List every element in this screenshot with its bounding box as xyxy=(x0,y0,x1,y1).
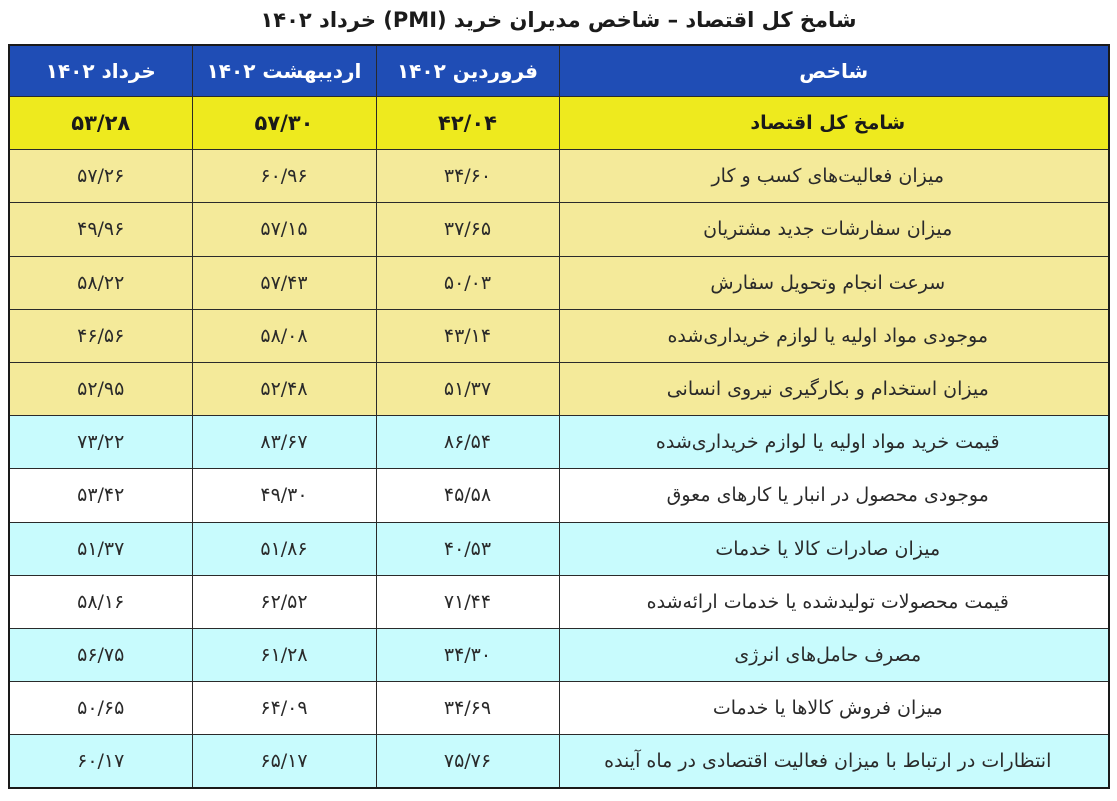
indicator-name: مصرف حامل‌های انرژی xyxy=(559,628,1109,681)
value-khordad: ۵۶/۷۵ xyxy=(9,628,192,681)
value-khordad: ۵۳/۴۲ xyxy=(9,469,192,522)
value-ordibehesht: ۶۰/۹۶ xyxy=(192,150,376,203)
value-farvardin: ۴۳/۱۴ xyxy=(376,309,559,362)
indicator-name: موجودی محصول در انبار یا کارهای معوق xyxy=(559,469,1109,522)
indicator-name: قیمت محصولات تولیدشده یا خدمات ارائه‌شده xyxy=(559,575,1109,628)
indicator-name: میزان صادرات کالا یا خدمات xyxy=(559,522,1109,575)
value-farvardin: ۷۱/۴۴ xyxy=(376,575,559,628)
indicator-name: قیمت خرید مواد اولیه یا لوازم خریداری‌شده xyxy=(559,416,1109,469)
value-khordad: ۴۶/۵۶ xyxy=(9,309,192,362)
indicator-name: میزان استخدام و بکارگیری نیروی انسانی xyxy=(559,362,1109,415)
value-farvardin: ۳۴/۶۹ xyxy=(376,682,559,735)
value-farvardin: ۳۴/۶۰ xyxy=(376,150,559,203)
value-farvardin: ۵۰/۰۳ xyxy=(376,256,559,309)
indicator-name: میزان فروش کالاها یا خدمات xyxy=(559,682,1109,735)
indicator-name: میزان فعالیت‌های کسب و کار xyxy=(559,150,1109,203)
value-khordad: ۵۸/۲۲ xyxy=(9,256,192,309)
table-row xyxy=(9,416,1109,469)
table-row xyxy=(9,362,1109,415)
value-ordibehesht: ۵۸/۰۸ xyxy=(192,309,376,362)
table-row xyxy=(9,575,1109,628)
table-header-row xyxy=(9,45,1109,97)
value-ordibehesht: ۶۵/۱۷ xyxy=(192,735,376,788)
column-header-ordibehesht: اردیبهشت ۱۴۰۲ xyxy=(192,45,376,97)
value-farvardin: ۳۷/۶۵ xyxy=(376,203,559,256)
table-row xyxy=(9,203,1109,256)
value-khordad: ۵۱/۳۷ xyxy=(9,522,192,575)
indicator-name: سرعت انجام وتحویل سفارش xyxy=(559,256,1109,309)
page-title: شامخ کل اقتصاد – شاخص مدیران خرید (PMI) خرداد ۱۴۰۲ xyxy=(260,8,857,32)
value-ordibehesht: ۵۷/۴۳ xyxy=(192,256,376,309)
table-row xyxy=(9,150,1109,203)
value-farvardin: ۴۵/۵۸ xyxy=(376,469,559,522)
value-ordibehesht: ۵۷/۳۰ xyxy=(192,97,376,150)
indicator-name: میزان سفارشات جدید مشتریان xyxy=(559,203,1109,256)
value-farvardin: ۴۲/۰۴ xyxy=(376,97,559,150)
value-farvardin: ۵۱/۳۷ xyxy=(376,362,559,415)
column-header-index: شاخص xyxy=(559,45,1109,97)
table-row xyxy=(9,469,1109,522)
value-ordibehesht: ۶۲/۵۲ xyxy=(192,575,376,628)
table-row xyxy=(9,682,1109,735)
table-row xyxy=(9,522,1109,575)
value-khordad: ۶۰/۱۷ xyxy=(9,735,192,788)
value-ordibehesht: ۶۴/۰۹ xyxy=(192,682,376,735)
value-ordibehesht: ۵۷/۱۵ xyxy=(192,203,376,256)
indicator-name: شامخ کل اقتصاد xyxy=(559,97,1109,150)
value-khordad: ۵۲/۹۵ xyxy=(9,362,192,415)
value-ordibehesht: ۶۱/۲۸ xyxy=(192,628,376,681)
column-header-khordad: خرداد ۱۴۰۲ xyxy=(9,45,192,97)
table-row xyxy=(9,256,1109,309)
table-row xyxy=(9,309,1109,362)
table-row xyxy=(9,735,1109,788)
pmi-table xyxy=(8,44,1110,789)
value-farvardin: ۷۵/۷۶ xyxy=(376,735,559,788)
value-farvardin: ۸۶/۵۴ xyxy=(376,416,559,469)
value-khordad: ۵۷/۲۶ xyxy=(9,150,192,203)
value-khordad: ۵۸/۱۶ xyxy=(9,575,192,628)
value-khordad: ۵۰/۶۵ xyxy=(9,682,192,735)
value-khordad: ۷۳/۲۲ xyxy=(9,416,192,469)
value-ordibehesht: ۵۱/۸۶ xyxy=(192,522,376,575)
table-row xyxy=(9,628,1109,681)
indicator-name: موجودی مواد اولیه یا لوازم خریداری‌شده xyxy=(559,309,1109,362)
indicator-name: انتظارات در ارتباط با میزان فعالیت اقتصادی در ماه آینده xyxy=(559,735,1109,788)
column-header-farvardin: فروردین ۱۴۰۲ xyxy=(376,45,559,97)
total-row xyxy=(9,97,1109,150)
value-ordibehesht: ۴۹/۳۰ xyxy=(192,469,376,522)
value-farvardin: ۳۴/۳۰ xyxy=(376,628,559,681)
value-ordibehesht: ۸۳/۶۷ xyxy=(192,416,376,469)
value-khordad: ۵۳/۲۸ xyxy=(9,97,192,150)
value-ordibehesht: ۵۲/۴۸ xyxy=(192,362,376,415)
value-farvardin: ۴۰/۵۳ xyxy=(376,522,559,575)
value-khordad: ۴۹/۹۶ xyxy=(9,203,192,256)
